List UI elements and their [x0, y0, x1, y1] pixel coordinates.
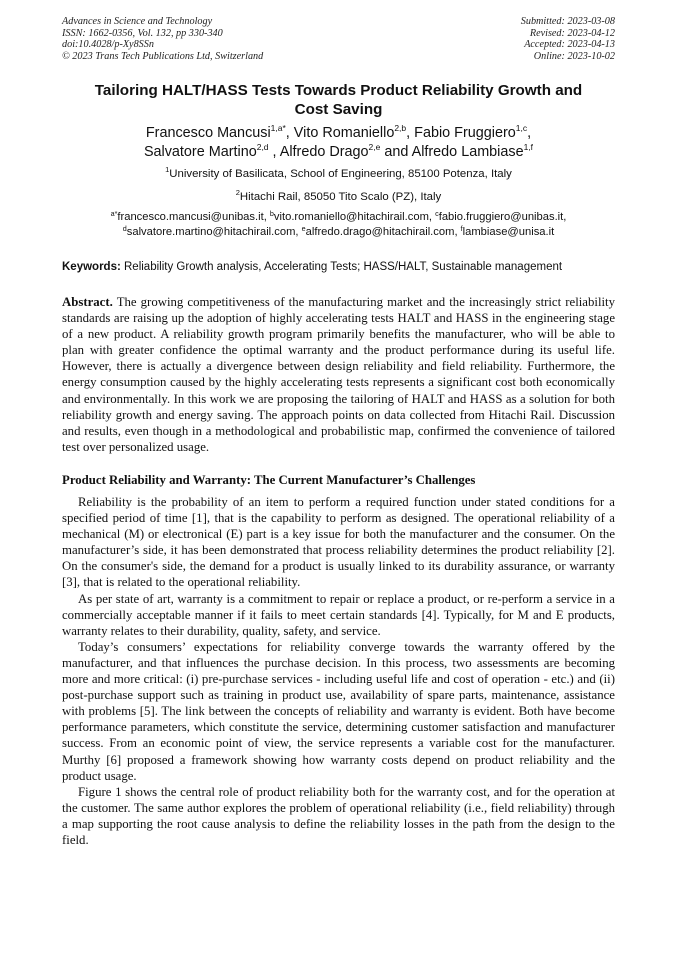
email-sup: b [269, 209, 274, 218]
keywords [62, 260, 615, 274]
paragraph: Figure 1 shows the central role of product reliability both for the warranty cost, and for the operation at the customer. The same author explores the problem of operational reliability (i.e., field reliability) through a map supporting the root cause analysis to define the reliability losses in the path from the design to the field. [62, 784, 615, 847]
author-name: Alfredo Lambiase [411, 144, 524, 160]
email-line: $^d$salvatore.martino@hitachirail.com, $^e$alfredo.drago@hitachirail.com, $^f$lambiase@unisa.it [122, 224, 555, 238]
affiliation-text: University of Basilicata, School of Engineering, 85100 Potenza, Italy [169, 168, 512, 180]
affiliation [62, 167, 615, 181]
abstract-label: Abstract. [62, 295, 113, 309]
section-body [62, 494, 615, 848]
author-name: Vito Romaniello [293, 125, 395, 141]
author-name: Francesco Mancusi [145, 125, 271, 141]
title-line: Tailoring HALT/HASS Tests Towards Product Reliability Growth and [94, 82, 583, 99]
author-line: Francesco Mancusi$^{1,a*}$, Vito Romaniello$^{2,b}$, Fabio Fruggiero$^{1,c}$, [145, 123, 532, 141]
affiliation-sup: 1 [165, 165, 170, 174]
author-list [62, 124, 615, 162]
email-link[interactable]: francesco.mancusi@unibas.it [117, 211, 264, 223]
author-name: Alfredo Drago [279, 144, 369, 160]
abstract-text: The growing competitiveness of the manufacturing market and the increasingly strict reliability standards are raising up the adoption of highly accelerating tests HALT and HASS in the engineering stage of a new product. A reliability growth program primarily benefits the manufacturer, who will be able to plan with greater confidence the optimal warranty and the product performance during its useful life. However, there is actually a divergence between design reliability and field reliability. Furthermore, the energy consumption caused by the highly accelerating tests represents a significant cost both economically and environmentally. In this work we are proposing the tailoring of HALT and HASS as a solution for both reliability growth and energy saving. The approach points on data collected from Hitachi Rail. Discussion and results, even though in a methodological and probabilistic map, confirmed the convenience of tailored test over personalized usage. [62, 295, 616, 454]
affiliation [62, 190, 615, 204]
paragraph: Reliability is the probability of an item to perform a required function under stated conditions for a specified period of time [1], that is the capability to perform as designed. The operational reliability of a mechanical (M) or electronical (E) part is a key issue for both the manufacturer and the consumer. On the manufacturer’s side, it has been demonstrated that process reliability determines the product reliability [2]. On the consumer's side, the demand for a product is usually linked to its durability assurance, or warranty [3], that is related to the operational reliability. [62, 495, 615, 590]
email-link[interactable]: fabio.fruggiero@unibas.it [438, 211, 564, 223]
date-revised: Revised: 2023-04-12 [529, 27, 615, 39]
email-sup: a* [110, 209, 118, 218]
affiliation-sup: 2 [235, 188, 240, 197]
author-line: Salvatore Martino$^{2,d}$ , Alfredo Drago$^{2,e}$ and Alfredo Lambiase$^{1,f}$ [143, 142, 534, 160]
email-sup: c [435, 209, 439, 218]
email-link[interactable]: vito.romaniello@hitachirail.com [273, 211, 429, 223]
email-list [62, 210, 615, 240]
email-link[interactable]: alfredo.drago@hitachirail.com [305, 226, 455, 238]
submission-dates [521, 16, 615, 62]
author-sup: 2,b [394, 123, 407, 133]
journal-name: Advances in Science and Technology [62, 16, 213, 27]
email-link[interactable]: lambiase@unisa.it [462, 226, 555, 238]
abstract [62, 294, 615, 455]
paragraph: Today’s consumers’ expectations for reliability converge towards the warranty offered by the manufacturer, and that influences the purchase decision. In this process, two assessments are becoming more and more critical: (i) pre-purchase services - including useful life and cost of operation - etc.) and (ii) post-purchase support such as training in product use, availability of spare parts, maintenance, assistance with problems [5]. The link between the concepts of reliability and warranty is evident. Both have become performance parameters, which constitute the service, determining customer satisfaction and manufacturer success. From an economic point of view, the service represents a variable cost for the manufacturer. Murthy [6] proposed a framework showing how warranty costs depend on product reliability and the product usage. [62, 639, 615, 783]
title-line: Cost Saving [294, 101, 383, 118]
affiliation-text: Hitachi Rail, 85050 Tito Scalo (PZ), Italy [239, 191, 442, 203]
author-sup: 1,c [515, 123, 528, 133]
date-submitted: Submitted: 2023-03-08 [520, 16, 615, 27]
keywords-label: Keywords: [62, 261, 121, 273]
email-link[interactable]: salvatore.martino@hitachirail.com [126, 226, 296, 238]
author-name: Fabio Fruggiero [414, 125, 516, 141]
email-sup: e [301, 224, 306, 233]
author-sup: 1,a* [270, 123, 286, 133]
author-name: Salvatore Martino [143, 144, 257, 160]
author-sup: 2,e [368, 142, 381, 152]
email-sup: f [460, 224, 463, 233]
keywords-text: Reliability Growth analysis, Accelerating Tests; HASS/HALT, Sustainable management [124, 261, 563, 273]
journal-info [62, 16, 263, 62]
email-line: $^{a*}$francesco.mancusi@unibas.it, $^b$vito.romaniello@hitachirail.com, $^c$fabio.fruggiero@unibas.it, [110, 209, 567, 223]
email-sup: d [122, 224, 127, 233]
author-sup: 2,d [256, 142, 269, 152]
date-online: Online: 2023-10-02 [533, 50, 615, 62]
date-accepted: Accepted: 2023-04-13 [524, 39, 615, 51]
journal-issn: ISSN: 1662-0356, Vol. 132, pp 330-340 [62, 27, 223, 39]
author-sup: 1,f [523, 142, 534, 152]
section-heading: Product Reliability and Warranty: The Current Manufacturer’s Challenges [62, 473, 476, 487]
paragraph: As per state of art, warranty is a commitment to repair or replace a product, or re-perform a service in a commercially acceptable manner if it fails to meet certain standards [4]. Typically, for M and E products, warranty relates to their durability, quality, safety, and service. [62, 591, 615, 638]
paper-title [62, 81, 615, 119]
copyright: © 2023 Trans Tech Publications Ltd, Switzerland [62, 50, 264, 62]
journal-doi[interactable]: doi:10.4028/p-Xy8SSn [62, 39, 154, 51]
